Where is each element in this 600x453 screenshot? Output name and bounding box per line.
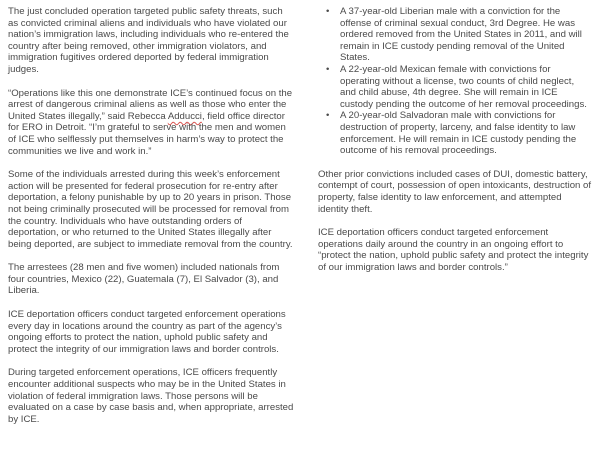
quote-text-end: , field office director for ERO in Detroit. “I’m grateful to serve with the men and women of ICE who selflessly put themselves in harm’s way to protect the communities we live and work in.” [8, 110, 286, 157]
paragraph-ice-mission: ICE deportation officers conduct targeted enforcement operations daily around the country in an ongoing effort to “protect the nation, uphold public safety and protect the integrity of our immigration laws and border controls.” [318, 227, 589, 273]
list-item [326, 6, 592, 64]
paragraph-additional-suspects: During targeted enforcement operations, ICE officers frequently encounter additional suspects who may be in the United States in violation of federal immigration laws. Those persons will be evaluated on a case by case basis and, when appropriate, arrested by ICE. [8, 367, 294, 425]
quote-text-start: “Operations like this one demonstrate ICE’s continued focus on the arrest of dangerous criminal aliens as well as those who enter the United States illegally,” said Rebecca [8, 87, 293, 122]
right-column [318, 6, 592, 285]
list-item [326, 110, 592, 157]
list-item [326, 63, 592, 110]
paragraph-arrestees: The arrestees (28 men and five women) included nationals from four countries, Mexico (22), Guatemala (7), El Salvador (3), and Liberia. [8, 262, 280, 297]
paragraph-prosecution: Some of the individuals arrested during this week’s enforcement action will be presented for federal prosecution for re-entry after deportation, a felony punishable by up to 20 years in prison. Those not being criminally prosecuted will be processed for removal from the country. Individuals who have outstanding orders of deportation, or who returned to the United States illegally after being deported, are subject to immediate removal from the country. [8, 169, 293, 250]
bullet-marker: • [326, 6, 330, 17]
bullet-marker: • [326, 110, 330, 122]
left-column [8, 6, 294, 437]
bullet-marker: • [326, 63, 330, 75]
paragraph-operation-targets: The just concluded operation targeted public safety threats, such as convicted criminal aliens and individuals who have violated our nation’s immigration laws, including individuals who re-entered the country after being removed, other immigration violators, and immigration fugitives ordered deported by federal immigration judges. [8, 6, 289, 75]
paragraph-other-convictions: Other prior convictions included cases of DUI, domestic battery, contempt of court, possession of open intoxicants, destruction of property, false identity to law enforcement, and attempted identity theft. [318, 168, 592, 215]
paragraph-adducci-quote [8, 88, 294, 158]
list-item-text: A 20-year-old Salvadoran male with convictions for destruction of property, larceny, and false identity to law enforcement. He will remain in ICE custody pending the outcome of his removal proceedings. [340, 110, 577, 157]
spellcheck-flagged-name: Adducci [167, 110, 202, 122]
list-item-text: A 22-year-old Mexican female with convictions for operating without a license, two counts of child neglect, and child abuse, 4th degree. She will remain in ICE custody pending the outcome of her removal proceedings. [340, 63, 587, 110]
paragraph-enforcement-operations: ICE deportation officers conduct targeted enforcement operations every day in locations around the country as part of the agency’s ongoing efforts to protect the nation, uphold public safety and protect the integrity of our immigration laws and border controls. [8, 309, 286, 355]
convictions-list [318, 6, 592, 157]
list-item-text: A 37-year-old Liberian male with a conviction for the offense of criminal sexual conduct, 3rd Degree. He was ordered removed from the United States in 2011, and will remain in ICE custody pending removal of the United States. [340, 6, 582, 64]
